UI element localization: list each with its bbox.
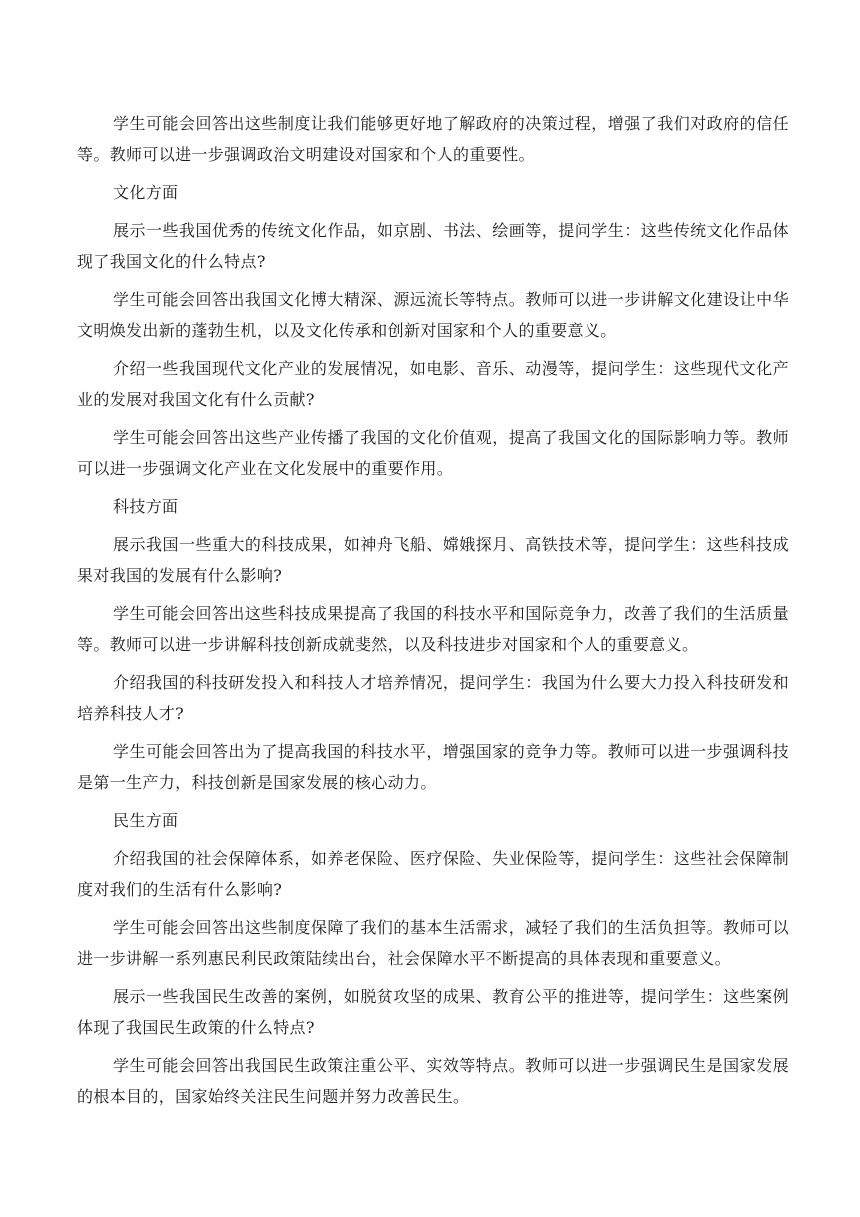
paragraph: 介绍我国的社会保障体系，如养老保险、医疗保险、失业保险等，提问学生：这些社会保障制度对我们的生活有什么影响? [77, 849, 789, 899]
paragraph: 介绍一些我国现代文化产业的发展情况，如电影、音乐、动漫等，提问学生：这些现代文化产业的发展对我国文化有什么贡献? [77, 359, 789, 409]
section-heading-culture: 文化方面 [113, 183, 179, 202]
section-heading-technology: 科技方面 [113, 497, 179, 516]
paragraph: 学生可能会回答出这些科技成果提高了我国的科技水平和国际竞争力，改善了我们的生活质量等。教师可以进一步讲解科技创新成就斐然，以及科技进步对国家和个人的重要意义。 [77, 604, 789, 654]
paragraph: 学生可能会回答出为了提高我国的科技水平，增强国家的竞争力等。教师可以进一步强调科技是第一生产力，科技创新是国家发展的核心动力。 [77, 742, 789, 792]
paragraph: 展示一些我国民生改善的案例，如脱贫攻坚的成果、教育公平的推进等，提问学生：这些案例体现了我国民生政策的什么特点? [77, 987, 789, 1037]
paragraph: 学生可能会回答出我国文化博大精深、源远流长等特点。教师可以进一步讲解文化建设让中华文明焕发出新的蓬勃生机，以及文化传承和创新对国家和个人的重要意义。 [77, 290, 789, 340]
paragraph: 学生可能会回答出我国民生政策注重公平、实效等特点。教师可以进一步强调民生是国家发展的根本目的，国家始终关注民生问题并努力改善民生。 [77, 1056, 789, 1106]
paragraph: 学生可能会回答出这些制度让我们能够更好地了解政府的决策过程，增强了我们对政府的信任等。教师可以进一步强调政治文明建设对国家和个人的重要性。 [77, 114, 789, 164]
paragraph: 展示我国一些重大的科技成果，如神舟飞船、嫦娥探月、高铁技术等，提问学生：这些科技成果对我国的发展有什么影响? [77, 535, 789, 585]
document-page [77, 108, 789, 1119]
section-heading-livelihood: 民生方面 [113, 811, 179, 830]
paragraph: 展示一些我国优秀的传统文化作品，如京剧、书法、绘画等，提问学生：这些传统文化作品体现了我国文化的什么特点? [77, 221, 789, 271]
paragraph: 学生可能会回答出这些制度保障了我们的基本生活需求，减轻了我们的生活负担等。教师可以进一步讲解一系列惠民利民政策陆续出台，社会保障水平不断提高的具体表现和重要意义。 [77, 918, 789, 968]
paragraph: 介绍我国的科技研发投入和科技人才培养情况，提问学生：我国为什么要大力投入科技研发和培养科技人才? [77, 673, 789, 723]
paragraph: 学生可能会回答出这些产业传播了我国的文化价值观，提高了我国文化的国际影响力等。教师可以进一步强调文化产业在文化发展中的重要作用。 [77, 428, 789, 478]
